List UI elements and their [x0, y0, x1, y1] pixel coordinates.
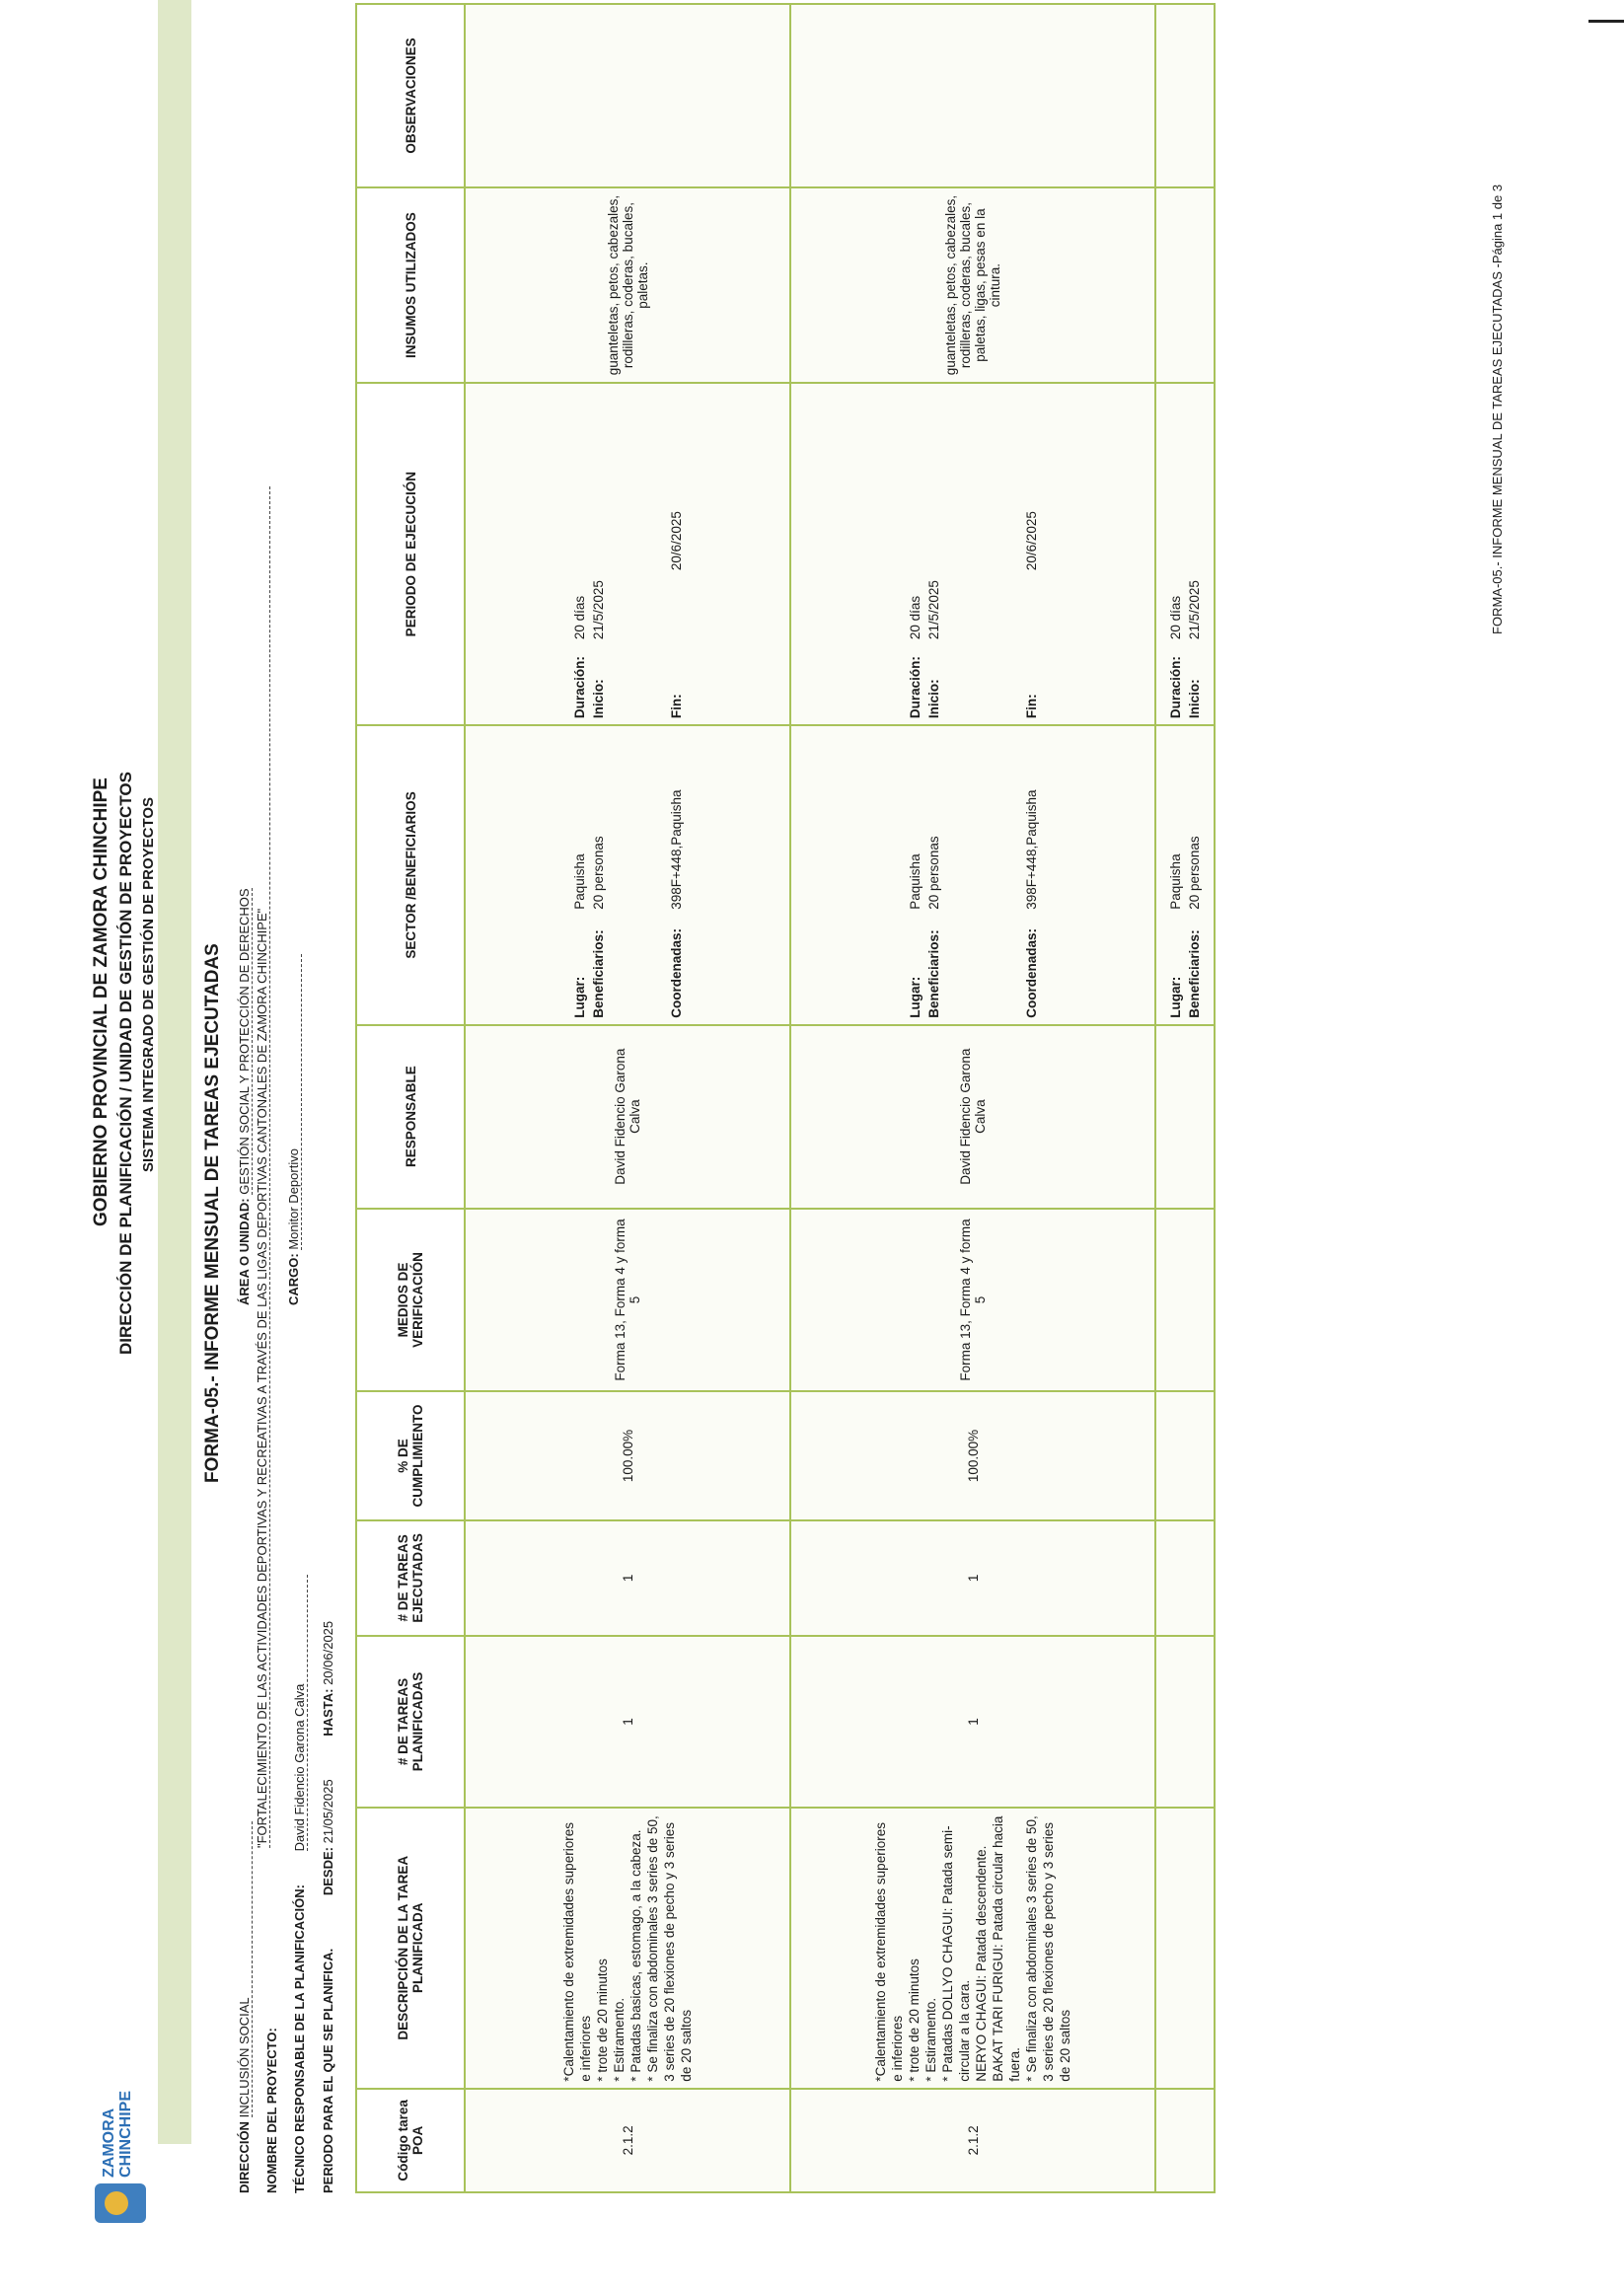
cell-ejecutadas: 1: [790, 1520, 1155, 1637]
coat-of-arms-icon: [95, 2183, 146, 2223]
logo: [95, 2090, 154, 2223]
form-title: FORMA-05.- INFORME MENSUAL DE TAREAS EJECUTADAS: [202, 943, 223, 1483]
cell-insumos: guanteletas, petos, cabezales, rodilleras, coderas, bucales, paletas, ligas, pesas en la cintura.: [790, 187, 1155, 383]
proyecto-value: "FORTALECIMIENTO DE LAS ACTIVIDADES DEPORTIVAS Y RECREATIVAS A TRAVÉS DE LAS LIGAS DEPORTIVAS CANTONALES DE ZAMORA CHINCHIPE": [255, 486, 270, 1848]
cell-sector: Lugar:Paquisha Beneficiarios:20 personas Coordenadas:398F+448,Paquisha: [790, 725, 1155, 1025]
cell-ejecutadas: 1: [465, 1520, 790, 1637]
cell-responsable: David Fidencio Garona Calva: [465, 1025, 790, 1209]
cell-medios: Forma 13, Forma 4 y forma 5: [790, 1209, 1155, 1392]
table-header-row: [356, 4, 465, 2192]
cell-cumplimiento: [1155, 1391, 1215, 1519]
th-sector: SECTOR /BENEFICIARIOS: [356, 725, 465, 1025]
cell-codigo: 2.1.2: [790, 2089, 1155, 2192]
cell-medios: [1155, 1209, 1215, 1392]
header-gobierno: GOBIERNO PROVINCIAL DE ZAMORA CHINCHIPE: [91, 777, 111, 1226]
cell-descripcion: [1155, 1808, 1215, 2089]
cell-planificadas: 1: [790, 1636, 1155, 1807]
th-responsable: RESPONSABLE: [356, 1025, 465, 1209]
th-insumos: INSUMOS UTILIZADOS: [356, 187, 465, 383]
area-line: ÁREA O UNIDAD: GESTIÓN SOCIAL Y PROTECCIÓN DE DERECHOS: [237, 888, 252, 1305]
th-periodo: PERIODO DE EJECUCIÓN: [356, 383, 465, 725]
th-ejecutadas: # DE TAREAS EJECUTADAS: [356, 1520, 465, 1637]
cell-observaciones: [1155, 4, 1215, 187]
table-row: [1155, 4, 1215, 2192]
header-sistema: SISTEMA INTEGRADO DE GESTIÓN DE PROYECTOS: [140, 796, 157, 1172]
table-row: [465, 4, 790, 2192]
th-observaciones: OBSERVACIONES: [356, 4, 465, 187]
cell-periodo: Duración:20 días Inicio:21/5/2025 Fin:20/6/2025: [465, 383, 790, 725]
cargo-line: CARGO: Monitor Deportivo: [286, 954, 302, 1305]
cell-sector: Lugar:Paquisha Beneficiarios:20 personas Coordenadas:398F+448,Paquisha: [465, 725, 790, 1025]
cell-insumos: [1155, 187, 1215, 383]
cell-cumplimiento: 100.00%: [790, 1391, 1155, 1519]
header-direccion: DIRECCIÓN DE PLANIFICACIÓN / UNIDAD DE GESTIÓN DE PROYECTOS: [116, 772, 135, 1355]
cell-observaciones: [465, 4, 790, 187]
th-codigo: Código tarea POA: [356, 2089, 465, 2192]
cell-sector: Lugar:Paquisha Beneficiarios:20 personas: [1155, 725, 1215, 1025]
th-cumplimiento: % DE CUMPLIMIENTO: [356, 1391, 465, 1519]
table-row: [790, 4, 1155, 2192]
cell-cumplimiento: 100.00%: [465, 1391, 790, 1519]
th-planificadas: # DE TAREAS PLANIFICADAS: [356, 1636, 465, 1807]
tasks-table: [355, 3, 1216, 2193]
periodo-line: PERIODO PARA EL QUE SE PLANIFICA. DESDE: 21/05/2025 HASTA: 20/06/2025: [321, 1620, 335, 2193]
cell-responsable: David Fidencio Garona Calva: [790, 1025, 1155, 1209]
cell-planificadas: 1: [465, 1636, 790, 1807]
th-descripcion: DESCRIPCIÓN DE LA TAREA PLANIFICADA: [356, 1808, 465, 2089]
tecnico-line: TÉCNICO RESPONSABLE DE LA PLANIFICACIÓN: David Fidencio Garona Calva: [292, 1575, 308, 2193]
cell-planificadas: [1155, 1636, 1215, 1807]
header-band: [158, 0, 191, 2144]
logo-text: ZAMORA CHINCHIPE: [101, 2090, 134, 2178]
cell-codigo: [1155, 2089, 1215, 2192]
cell-observaciones: [790, 4, 1155, 187]
cell-descripcion: *Calentamiento de extremidades superiores e inferiores * trote de 20 minutos * Estiramento. * Patadas basicas, estomago, a la cabeza. * Se finaliza con abdominales 3 series de 50, 3 series de 20 flexiones de pecho y 3 series de 20 saltos: [465, 1808, 790, 2089]
cell-codigo: 2.1.2: [465, 2089, 790, 2192]
cell-medios: Forma 13, Forma 4 y forma 5: [465, 1209, 790, 1392]
cell-ejecutadas: [1155, 1520, 1215, 1637]
cell-descripcion: *Calentamiento de extremidades superiores e inferiores * trote de 20 minutos * Estiramento. * Patadas DOLLYO CHAGUI: Patada semi-circular a la cara. NERYO CHAGUI: Patada descendente. BAKAT TARI FURIGUI: Patada circular hacia fuera. * Se finaliza con abdominales 3 series de 50, 3 series de 20 flexiones de pecho y 3 series de 20 saltos: [790, 1808, 1155, 2089]
proyecto-line: NOMBRE DEL PROYECTO:: [264, 2028, 279, 2193]
page-footer: FORMA-05.- INFORME MENSUAL DE TAREAS EJECUTADAS -Página 1 de 3: [1490, 184, 1505, 634]
direccion-line: DIRECCIÓN INCLUSIÓN SOCIAL: [237, 1821, 253, 2193]
cell-periodo: Duración:20 días Inicio:21/5/2025: [1155, 383, 1215, 725]
th-medios: MEDIOS DE VERIFICACIÓN: [356, 1209, 465, 1392]
cell-responsable: [1155, 1025, 1215, 1209]
scan-edge-mark: [1588, 20, 1624, 23]
cell-insumos: guanteletas, petos, cabezales, rodilleras, coderas, bucales, paletas.: [465, 187, 790, 383]
cell-periodo: Duración:20 días Inicio:21/5/2025 Fin:20/6/2025: [790, 383, 1155, 725]
